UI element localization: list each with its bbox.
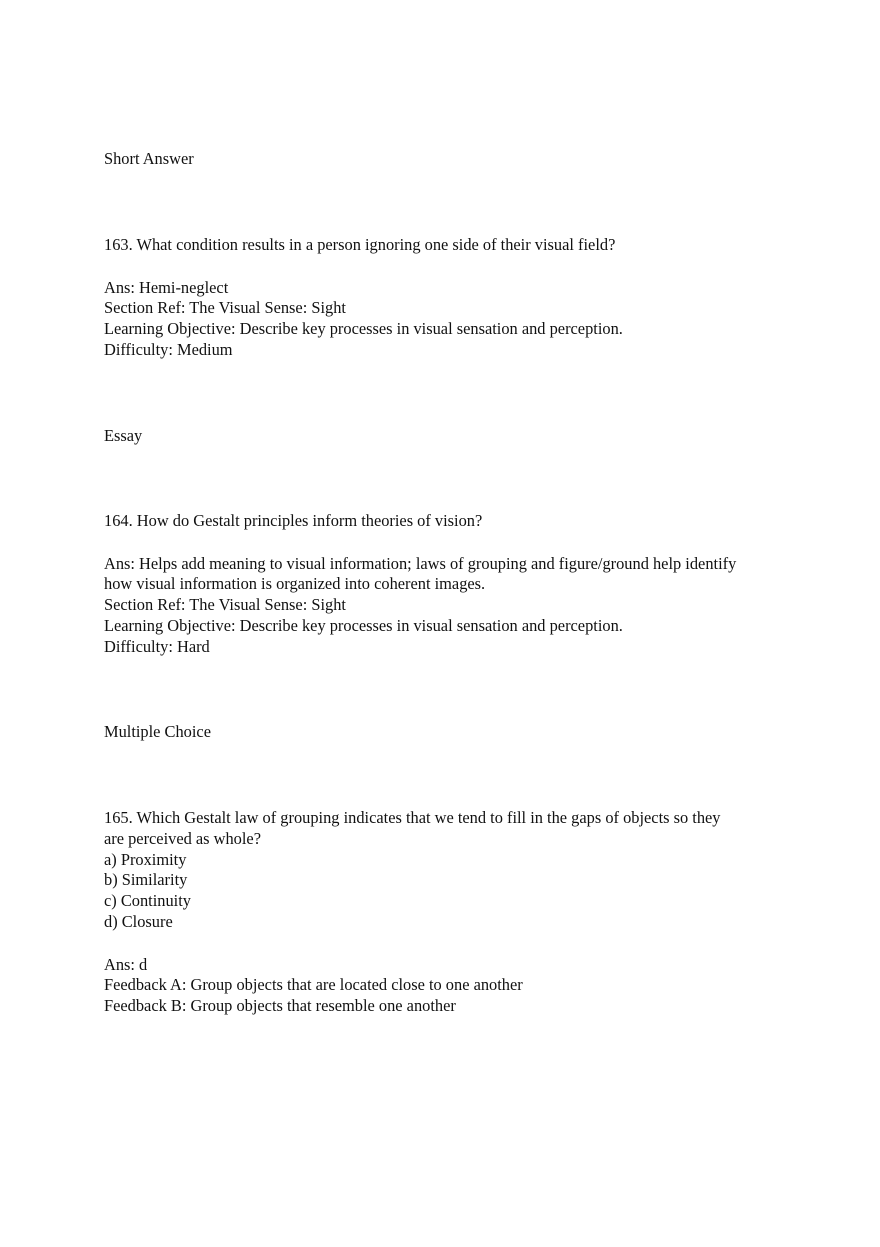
option-a: a) Proximity	[104, 850, 187, 869]
feedback-a: Feedback A: Group objects that are located close to one another	[104, 975, 523, 994]
question-165-line2: are perceived as whole?	[104, 829, 261, 848]
feedback-b: Feedback B: Group objects that resemble one another	[104, 996, 456, 1015]
section-heading-short-answer: Short Answer	[104, 149, 194, 168]
answer-164-line1: Ans: Helps add meaning to visual information; laws of grouping and figure/ground help identify	[104, 554, 737, 573]
answer-164-line2: how visual information is organized into coherent images.	[104, 574, 486, 593]
section-heading-essay: Essay	[104, 426, 143, 445]
answer-165: Ans: d	[104, 955, 148, 974]
section-heading-multiple-choice: Multiple Choice	[104, 722, 211, 741]
answer-163: Ans: Hemi-neglect	[104, 278, 229, 297]
difficulty-163: Difficulty: Medium	[104, 340, 233, 359]
learning-objective-163: Learning Objective: Describe key processes in visual sensation and perception.	[104, 319, 623, 338]
difficulty-164: Difficulty: Hard	[104, 637, 210, 656]
question-163: 163. What condition results in a person ignoring one side of their visual field?	[104, 235, 616, 254]
section-ref-163: Section Ref: The Visual Sense: Sight	[104, 298, 346, 317]
section-ref-164: Section Ref: The Visual Sense: Sight	[104, 595, 346, 614]
learning-objective-164: Learning Objective: Describe key processes in visual sensation and perception.	[104, 616, 623, 635]
question-165-line1: 165. Which Gestalt law of grouping indicates that we tend to fill in the gaps of objects so they	[104, 808, 721, 827]
option-d: d) Closure	[104, 912, 173, 931]
question-164: 164. How do Gestalt principles inform theories of vision?	[104, 511, 483, 530]
option-b: b) Similarity	[104, 870, 188, 889]
option-c: c) Continuity	[104, 891, 191, 910]
